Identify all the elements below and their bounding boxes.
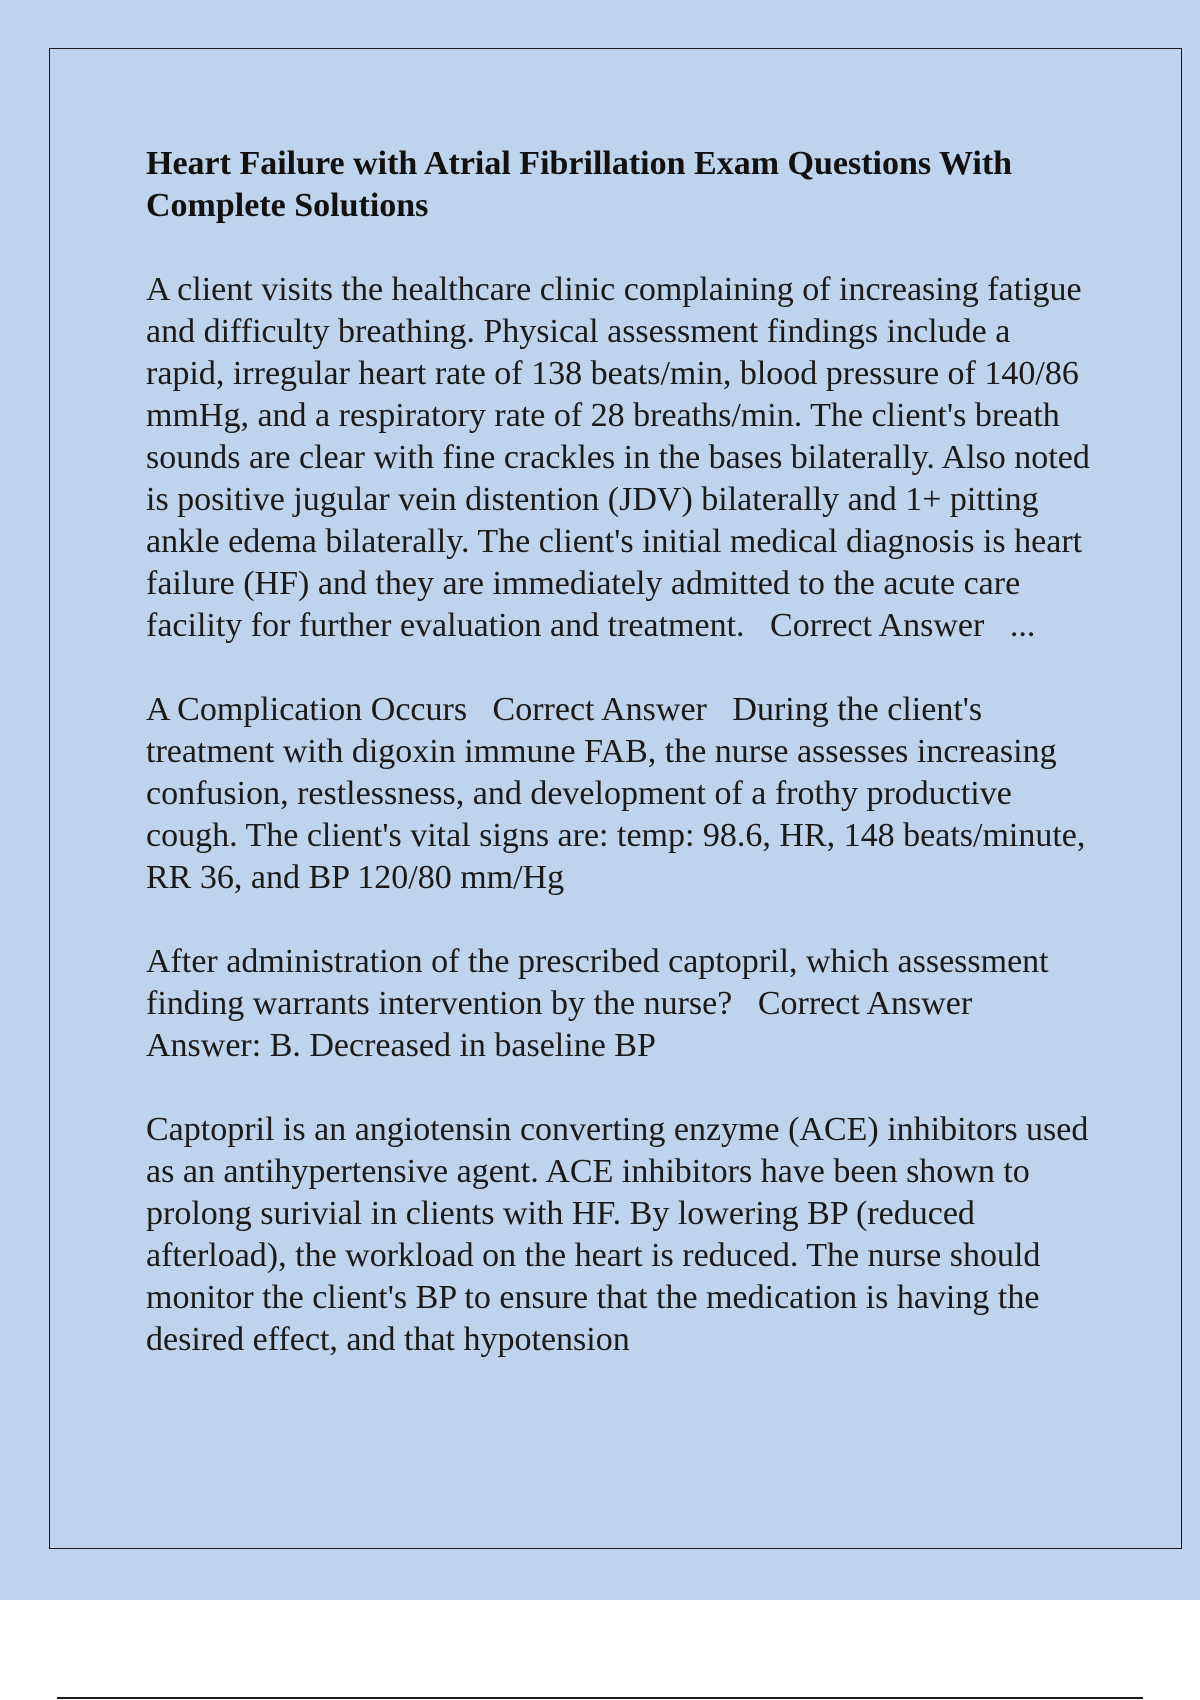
page-footer-rule	[57, 1697, 1143, 1699]
question-paragraph-2: A Complication Occurs Correct Answer During the client's treatment with digoxin immune FAB, the nurse assesses increasing confusion, restlessness, and development of a frothy productive cough. The client's vital signs are: temp: 98.6, HR, 148 beats/minute, RR 36, and BP 120/80 mm/Hg	[146, 691, 1094, 896]
question-paragraph-1: A client visits the healthcare clinic complaining of increasing fatigue and difficulty breathing. Physical assessment findings include a rapid, irregular heart rate of 138 beats/min, blood pressure of 140/86 mmHg, and a respiratory rate of 28 breaths/min. The client's breath sounds are clear with fine crackles in the bases bilaterally. Also noted is positive jugular vein distention (JDV) bilaterally and 1+ pitting ankle edema bilaterally. The client's initial medical diagnosis is heart failure (HF) and they are immediately admitted to the acute care facility for further evaluation and treatment. Correct Answer ...	[146, 271, 1099, 644]
question-paragraph-3: After administration of the prescribed captopril, which assessment finding warrants intervention by the nurse? Correct Answer Answer: B. Decreased in baseline BP	[146, 943, 1058, 1064]
explanation-paragraph: Captopril is an angiotensin converting enzyme (ACE) inhibitors used as an antihypertensive agent. ACE inhibitors have been shown to prolong surivial in clients with HF. By lowering BP (reduced afterload), the workload on the heart is reduced. The nurse should monitor the client's BP to ensure that the medication is having the desired effect, and that hypotension	[146, 1111, 1097, 1358]
document-body	[146, 143, 1099, 1403]
document-title: Heart Failure with Atrial Fibrillation Exam Questions With Complete Solutions	[146, 145, 1013, 224]
